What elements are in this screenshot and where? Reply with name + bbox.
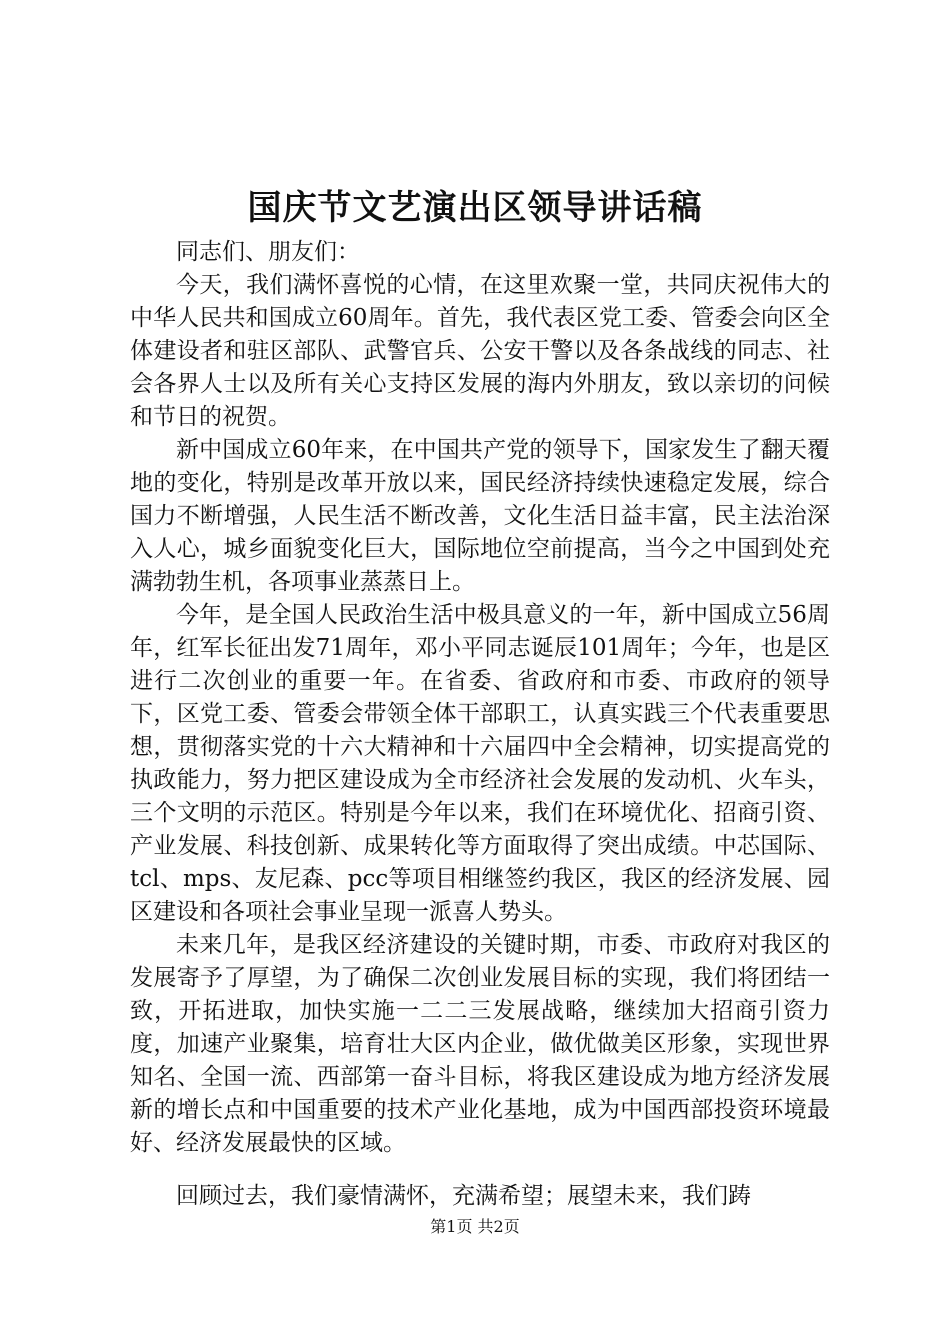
document-body <box>130 236 830 1213</box>
paragraph-review: 回顾过去，我们豪情满怀，充满希望；展望未来，我们踌 <box>176 1183 751 1209</box>
document-title: 国庆节文艺演出区领导讲话稿 <box>247 188 703 228</box>
paragraph-future: 未来几年，是我区经济建设的关键时期，市委、市政府对我区的发展寄予了厚望，为了确保二次创业发展目标的实现，我们将团结一致，开拓进取，加快实施一二二三发展战略，继续加大招商引资力度，加速产业聚集，培育壮大区内企业，做优做美区形象，实现世界知名、全国一流、西部第一奋斗目标，将我区建设成为地方经济发展新的增长点和中国重要的技术产业化基地，成为中国西部投资环境最好、经济发展最快的区域。 <box>130 932 830 1156</box>
paragraph-this-year: 今年，是全国人民政治生活中极具意义的一年，新中国成立56周年，红军长征出发71周年，邓小平同志诞辰101周年；今年，也是区进行二次创业的重要一年。在省委、省政府和市委、市政府的领导下，区党工委、管委会带领全体干部职工，认真实践三个代表重要思想，贯彻落实党的十六大精神和十六届四中全会精神，切实提高党的执政能力，努力把区建设成为全市经济社会发展的发动机、火车头，三个文明的示范区。特别是今年以来，我们在环境优化、招商引资、产业发展、科技创新、成果转化等方面取得了突出成绩。中芯国际、tcl、mps、友尼森、pcc等项目相继签约我区，我区的经济发展、园区建设和各项社会事业呈现一派喜人势头。 <box>130 602 830 925</box>
page-footer: 第1页 共2页 <box>430 1217 520 1236</box>
paragraph-achievements: 新中国成立60年来，在中国共产党的领导下，国家发生了翻天覆地的变化，特别是改革开放以来，国民经济持续快速稳定发展，综合国力不断增强，人民生活不断改善，文化生活日益丰富，民主法治深入人心，城乡面貌变化巨大，国际地位空前提高，当今之中国到处充满勃勃生机，各项事业蒸蒸日上。 <box>130 437 830 595</box>
paragraph-opening: 今天，我们满怀喜悦的心情，在这里欢聚一堂，共同庆祝伟大的中华人民共和国成立60周年。首先，我代表区党工委、管委会向区全体建设者和驻区部队、武警官兵、公安干警以及各条战线的同志、社会各界人士以及所有关心支持区发展的海内外朋友，致以亲切的问候和节日的祝贺。 <box>130 272 830 430</box>
paragraph-salutation: 同志们、朋友们： <box>176 239 360 265</box>
